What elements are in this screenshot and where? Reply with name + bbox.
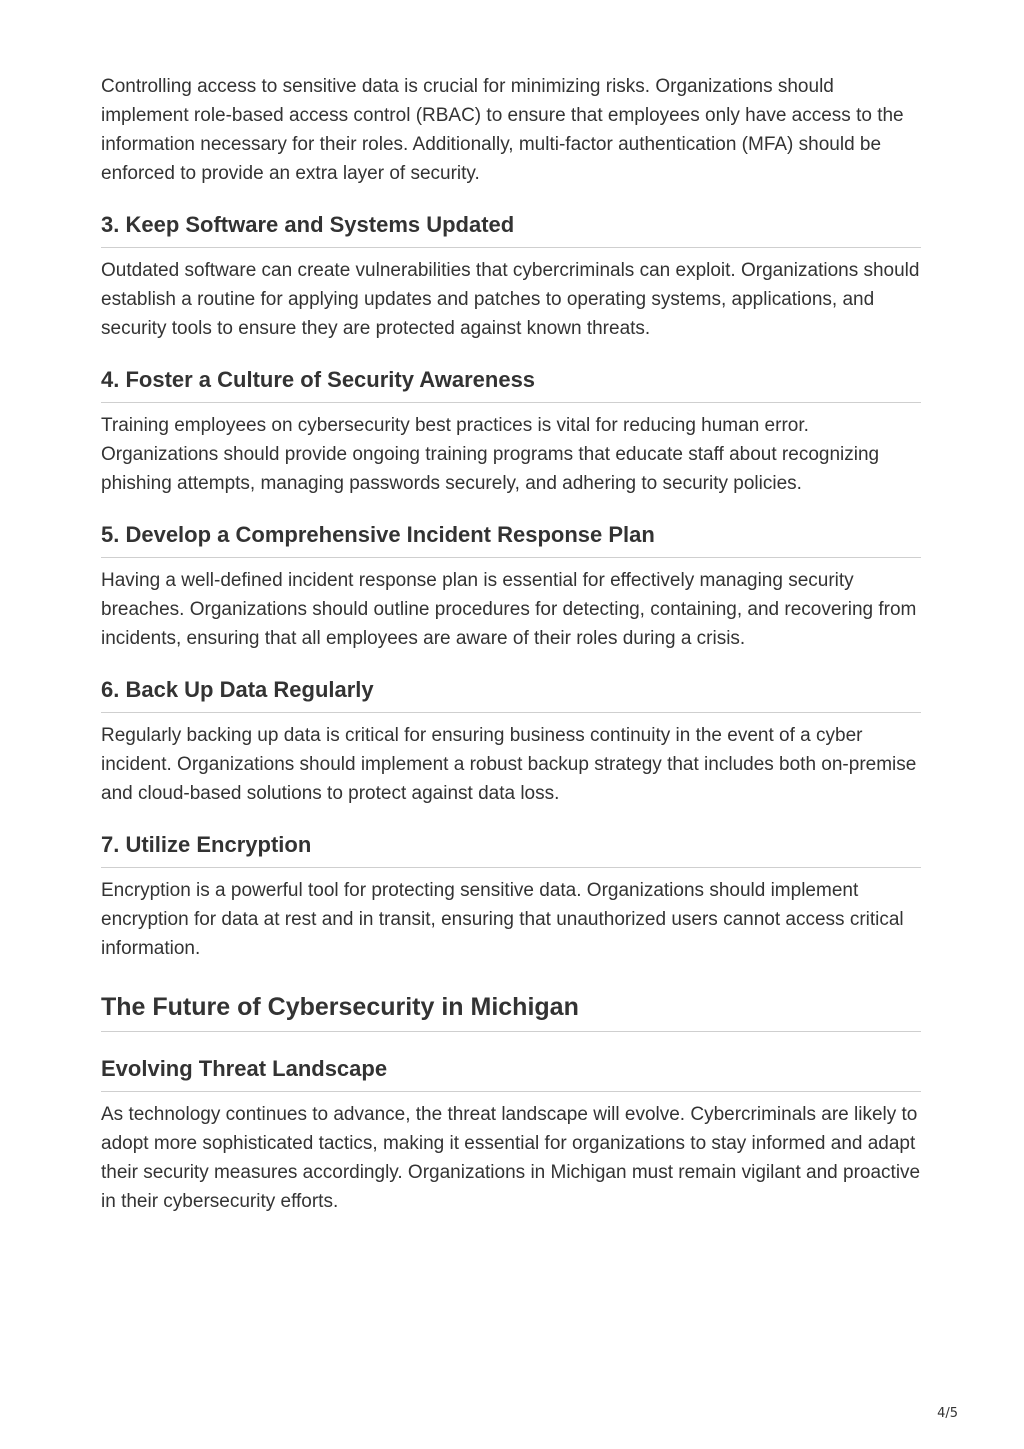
section-body: Outdated software can create vulnerabilities that cybercriminals can exploit. Organizations should establish a routine for applying updates and patches to operating systems, applications, and security tools to ensure they are protected against known threats. bbox=[101, 260, 920, 339]
section-backup bbox=[101, 676, 921, 808]
section-body: As technology continues to advance, the threat landscape will evolve. Cybercriminals are likely to adopt more sophisticated tactics, making it essential for organizations to stay informed and adapt their security measures accordingly. Organizations in Michigan must remain vigilant and proactive in their cybersecurity efforts. bbox=[101, 1104, 921, 1212]
section-body: Having a well-defined incident response plan is essential for effectively managing security breaches. Organizations should outline procedures for detecting, containing, and recovering from incidents, ensuring that all employees are aware of their roles during a crisis. bbox=[101, 570, 917, 649]
section-heading: 6. Back Up Data Regularly bbox=[101, 676, 921, 713]
page-number: 4/5 bbox=[937, 1406, 958, 1421]
section-body: Training employees on cybersecurity best practices is vital for reducing human error. Organizations should provide ongoing training programs that educate staff about recognizing phishing attempts, managing passwords securely, and adhering to security policies. bbox=[101, 415, 880, 494]
section-heading: 5. Develop a Comprehensive Incident Response Plan bbox=[101, 521, 921, 558]
section-software-updates bbox=[101, 211, 921, 343]
intro-paragraph: Controlling access to sensitive data is crucial for minimizing risks. Organizations should implement role-based access control (RBAC) to ensure that employees only have access to the information necessary for their roles. Additionally, multi-factor authentication (MFA) should be enforced to provide an extra layer of security. bbox=[101, 76, 904, 184]
document-page bbox=[101, 72, 921, 1216]
section-heading: 4. Foster a Culture of Security Awareness bbox=[101, 366, 921, 403]
section-security-awareness bbox=[101, 366, 921, 498]
section-threat-landscape bbox=[101, 1055, 921, 1216]
section-body: Regularly backing up data is critical for ensuring business continuity in the event of a cyber incident. Organizations should implement a robust backup strategy that includes both on-premise and cloud-based solutions to protect against data loss. bbox=[101, 725, 917, 804]
section-heading: 7. Utilize Encryption bbox=[101, 831, 921, 868]
section-body: Encryption is a powerful tool for protecting sensitive data. Organizations should implement encryption for data at rest and in transit, ensuring that unauthorized users cannot access critical information. bbox=[101, 880, 904, 959]
section-heading: 3. Keep Software and Systems Updated bbox=[101, 211, 921, 248]
section-heading: Evolving Threat Landscape bbox=[101, 1055, 921, 1092]
section-encryption bbox=[101, 831, 921, 963]
future-section bbox=[101, 991, 921, 1216]
section-incident-response bbox=[101, 521, 921, 653]
future-heading: The Future of Cybersecurity in Michigan bbox=[101, 991, 921, 1032]
